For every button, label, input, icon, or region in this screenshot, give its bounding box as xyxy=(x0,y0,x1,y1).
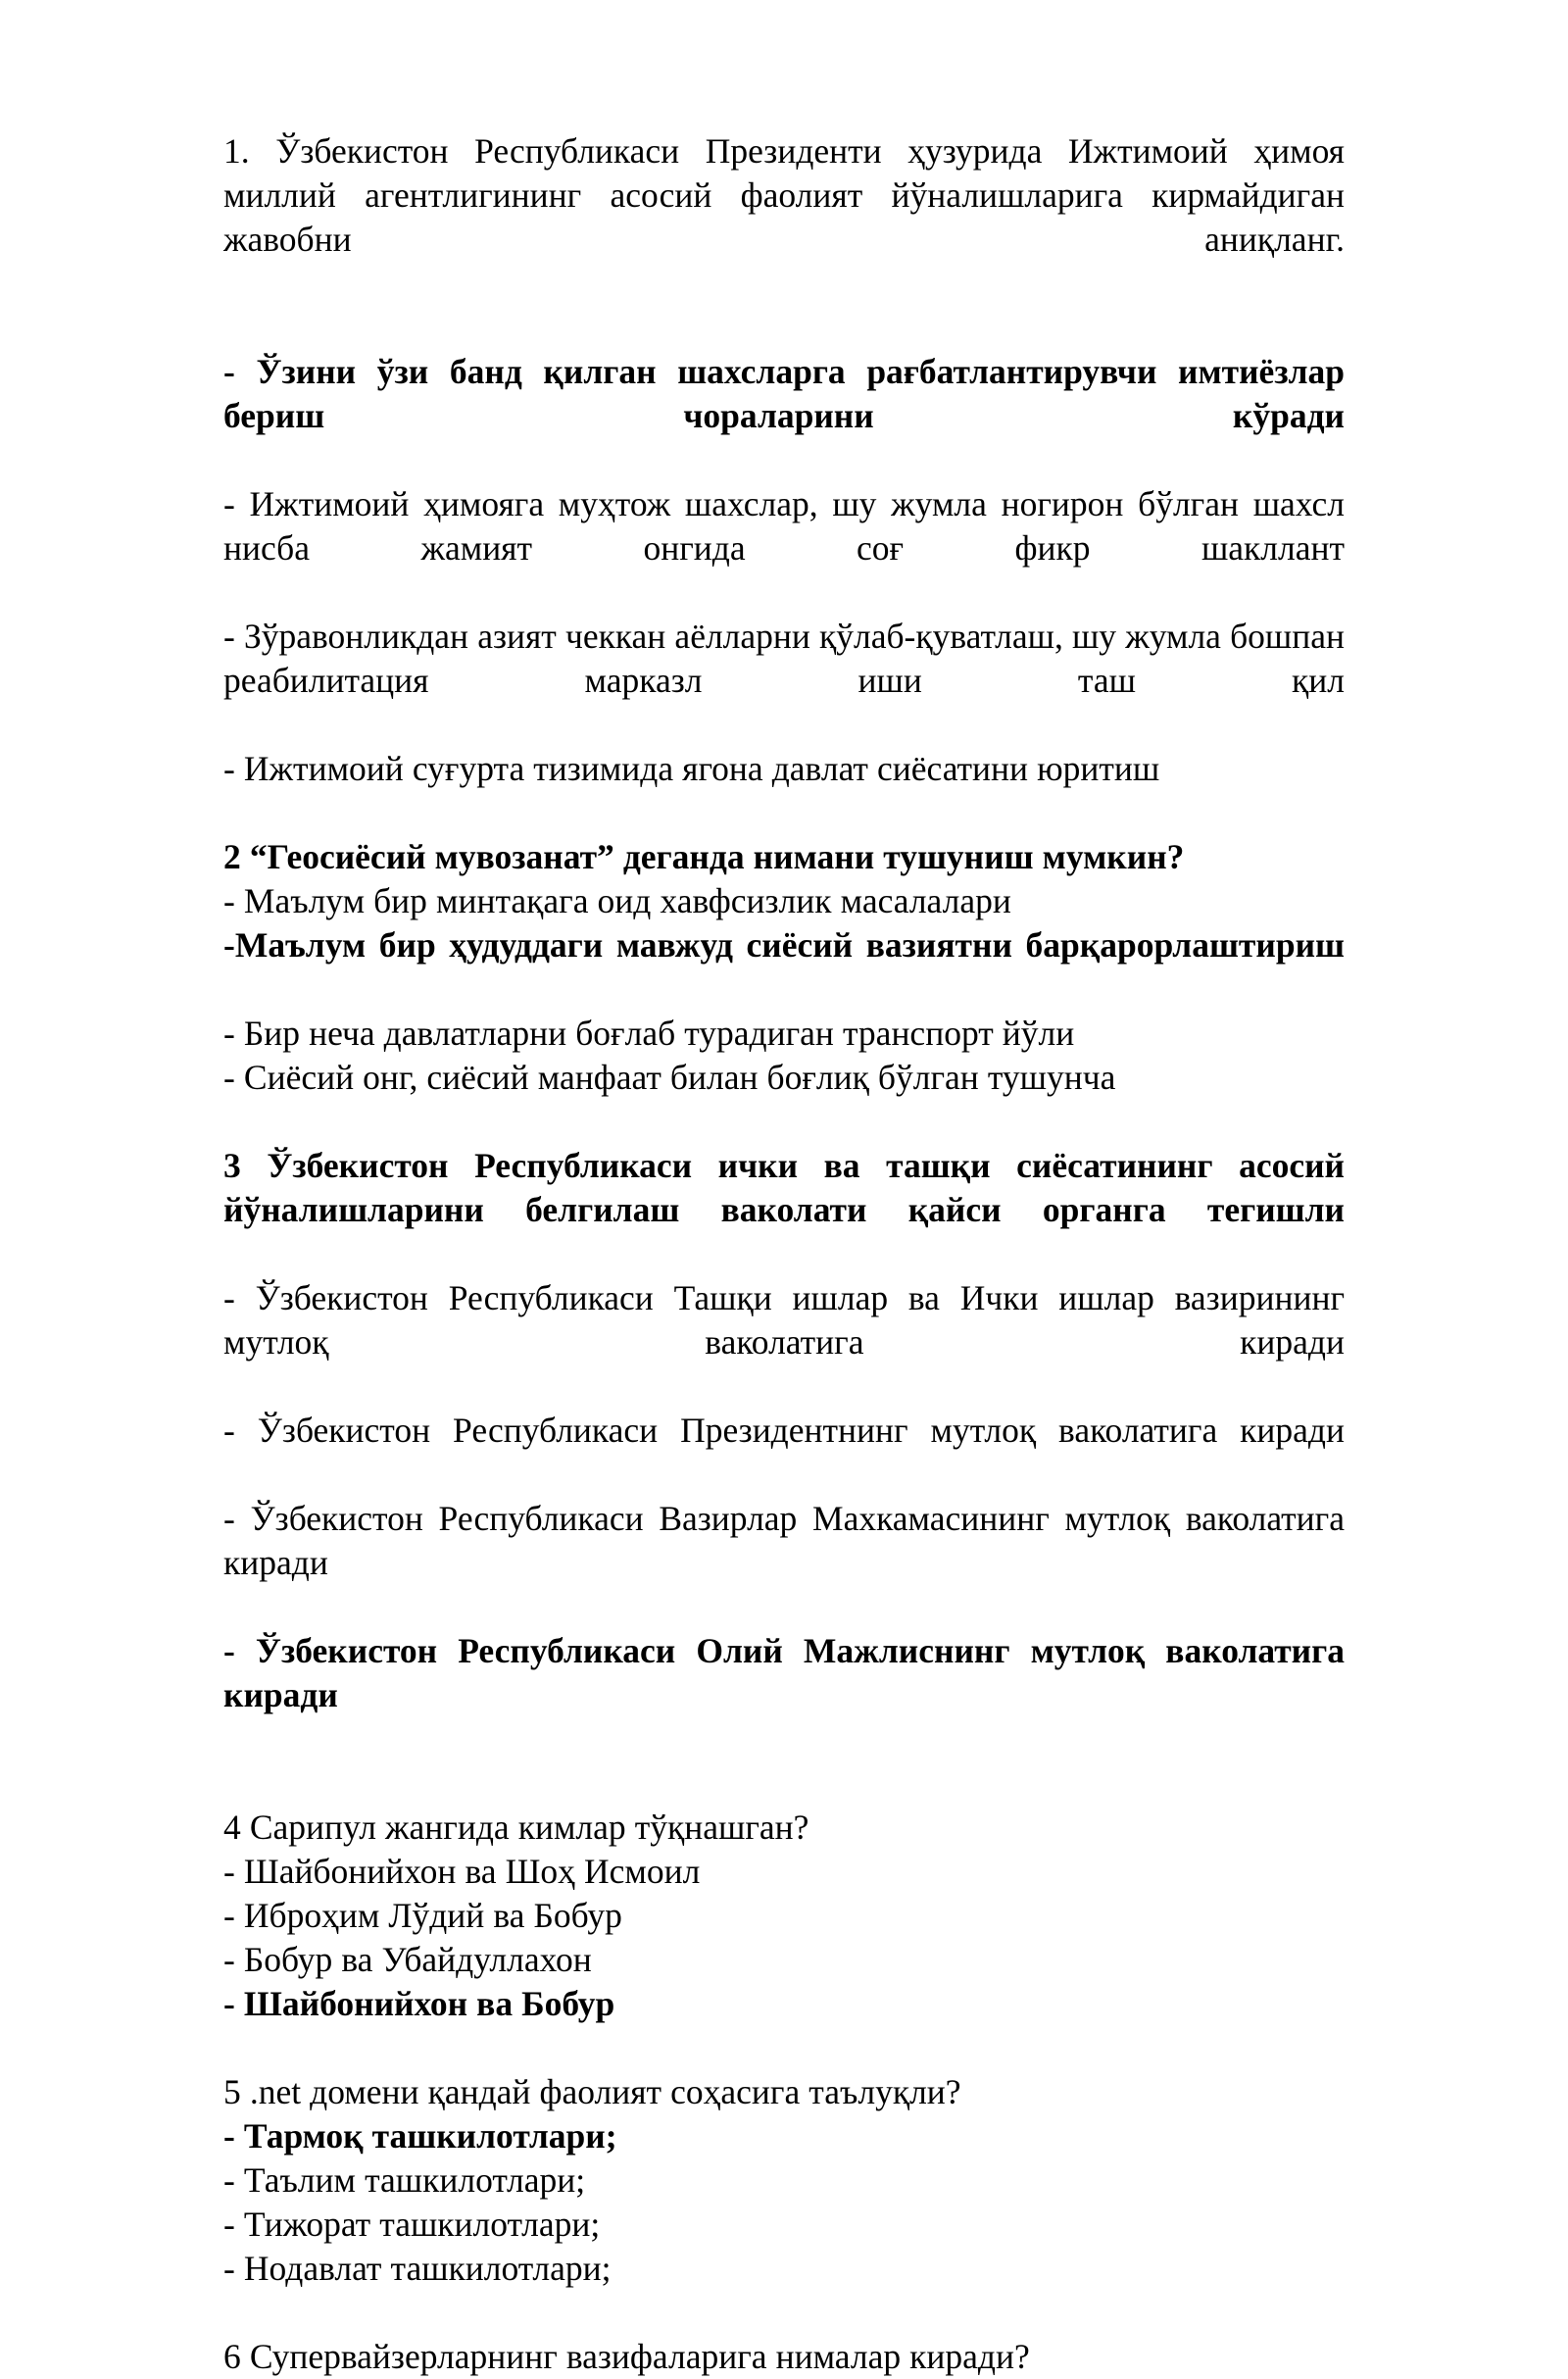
question-2-option-a: - Маълум бир минтақага оид хавфсизлик масалалари xyxy=(223,881,1011,920)
question-1-option-a: - Ўзини ўзи банд қилган шахсларга рағбатлантирувчи имтиёзлар бериш чораларини кўради xyxy=(223,352,1345,435)
question-3-stem: 3 Ўзбекистон Республикаси ички ва ташқи сиёсатининг асосий йўналишларини белгилаш ваколати қайси органга тегишли xyxy=(223,1146,1345,1229)
question-4-option-a: - Шайбонийхон ва Шоҳ Исмоил xyxy=(223,1852,701,1891)
question-3-option-d: - Ўзбекистон Республикаси Олий Мажлиснинг мутлоқ ваколатига киради xyxy=(223,1631,1345,1714)
question-4-stem: 4 Сарипул жангида кимлар тўқнашган? xyxy=(223,1808,809,1847)
question-1-option-c: - Зўравонликдан азият чеккан аёлларни қўлаб-қуватлаш, шу жумла бошпан реабилитация марказл иши таш қил xyxy=(223,617,1345,700)
question-3-option-c: - Ўзбекистон Республикаси Вазирлар Махкамасининг мутлоқ ваколатига киради xyxy=(223,1499,1345,1582)
paragraph-gap xyxy=(223,1761,1345,1806)
paragraph-gap xyxy=(223,2291,1345,2335)
paragraph-gap xyxy=(223,791,1345,835)
paragraph-gap xyxy=(223,2026,1345,2070)
question-5-option-b: - Таълим ташкилотлари; xyxy=(223,2160,586,2200)
question-4-option-c: - Бобур ва Убайдуллахон xyxy=(223,1940,592,1979)
question-4-option-b: - Иброҳим Лўдий ва Бобур xyxy=(223,1896,622,1935)
document-body xyxy=(223,129,1345,2379)
question-2-option-d: - Сиёсий онг, сиёсий манфаат билан боғлиқ бўлган тушунча xyxy=(223,1058,1116,1097)
question-5-stem: 5 .net домени қандай фаолият соҳасига таълуқли? xyxy=(223,2072,961,2111)
question-2-option-b: -Маълум бир ҳудуддаги мавжуд сиёсий вазиятни барқарорлаштириш xyxy=(223,925,1345,965)
question-4-option-d: - Шайбонийхон ва Бобур xyxy=(223,1984,615,2023)
question-5-option-c: - Тижорат ташкилотлари; xyxy=(223,2205,601,2244)
question-1-stem: 1. Ўзбекистон Республикаси Президенти ҳузурида Ижтимоий ҳимоя миллий агентлигининг асосий фаолият йўналишларига кирмайдиган жавобни аниқланг. xyxy=(223,131,1345,259)
question-3-option-a: - Ўзбекистон Республикаси Ташқи ишлар ва Ички ишлар вазирининг мутлоқ ваколатига киради xyxy=(223,1278,1345,1362)
question-2-stem: 2 “Геосиёсий мувозанат” деганда нимани тушуниш мумкин? xyxy=(223,837,1185,876)
paragraph-gap xyxy=(223,306,1345,350)
paragraph-gap xyxy=(223,1100,1345,1144)
question-5-option-a: - Тармоқ ташкилотлари; xyxy=(223,2116,617,2156)
question-3-option-b: - Ўзбекистон Республикаси Президентнинг мутлоқ ваколатига киради xyxy=(223,1411,1345,1450)
question-2-option-c: - Бир неча давлатларни боғлаб турадиган транспорт йўли xyxy=(223,1014,1075,1053)
question-1-option-b: - Ижтимоий ҳимояга муҳтож шахслар, шу жумла ногирон бўлган шахсл нисба жамият онгида соғ фикр шакллант xyxy=(223,484,1345,568)
question-5-option-d: - Нодавлат ташкилотлари; xyxy=(223,2249,612,2288)
question-6-stem: 6 Супервайзерларнинг вазифаларига нималар киради? xyxy=(223,2337,1030,2376)
question-1-option-d: - Ижтимоий суғурта тизимида ягона давлат сиёсатини юритиш xyxy=(223,749,1160,788)
